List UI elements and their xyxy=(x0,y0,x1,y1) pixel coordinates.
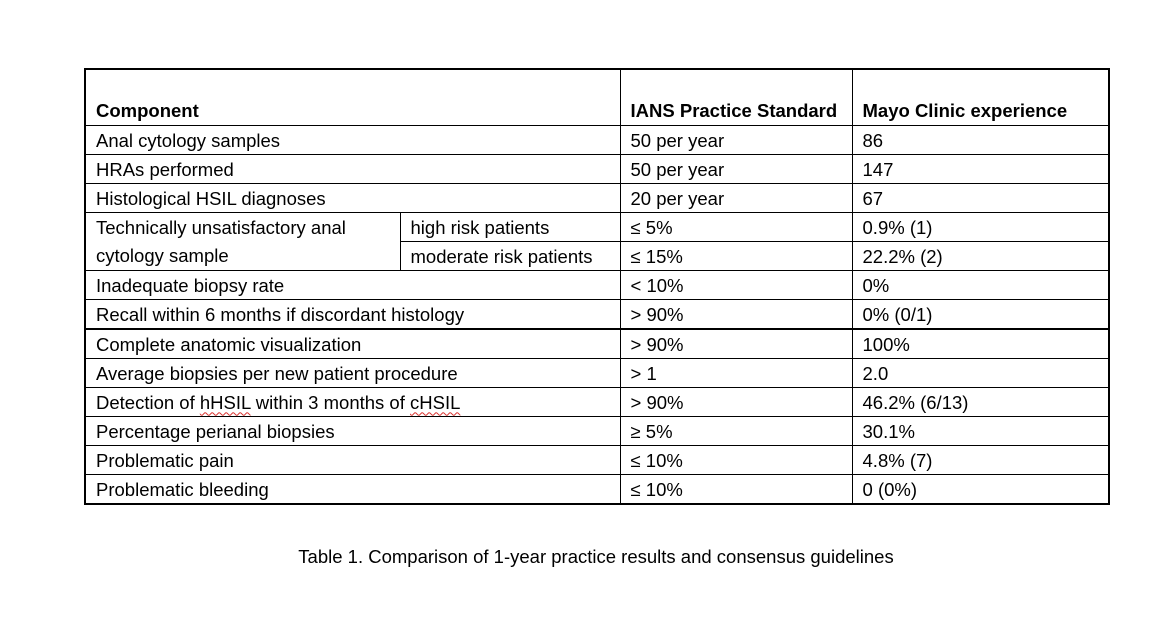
table-row xyxy=(85,388,1109,417)
cell-mayo: 0% xyxy=(852,271,1109,300)
cell-mayo: 0.9% (1) xyxy=(852,213,1109,242)
cell-component: Complete anatomic visualization xyxy=(85,329,620,359)
cell-standard: 20 per year xyxy=(620,184,852,213)
cell-component: HRAs performed xyxy=(85,155,620,184)
cell-standard: ≤ 10% xyxy=(620,446,852,475)
cell-mayo: 22.2% (2) xyxy=(852,242,1109,271)
table-caption: Table 1. Comparison of 1-year practice results and consensus guidelines xyxy=(298,546,894,567)
cell-mayo: 0% (0/1) xyxy=(852,300,1109,330)
cell-mayo: 46.2% (6/13) xyxy=(852,388,1109,417)
cell-component: Inadequate biopsy rate xyxy=(85,271,620,300)
table-row xyxy=(85,271,1109,300)
table-row xyxy=(85,417,1109,446)
spellcheck-flagged-word: hHSIL xyxy=(199,391,251,413)
table-row xyxy=(85,329,1109,359)
cell-component xyxy=(85,388,620,417)
cell-standard: > 90% xyxy=(620,329,852,359)
cell-component: Problematic bleeding xyxy=(85,475,620,505)
component-text: Detection of xyxy=(96,391,200,413)
table-row xyxy=(85,213,1109,242)
cell-component: Percentage perianal biopsies xyxy=(85,417,620,446)
cell-standard: ≥ 5% xyxy=(620,417,852,446)
cell-standard: 50 per year xyxy=(620,155,852,184)
cell-subcomponent: high risk patients xyxy=(400,213,620,242)
cell-standard: ≤ 5% xyxy=(620,213,852,242)
cell-component: Technically unsatisfactory anal cytology sample xyxy=(85,213,400,271)
table-row xyxy=(85,155,1109,184)
header-ians-standard: IANS Practice Standard xyxy=(620,69,852,126)
cell-standard: 50 per year xyxy=(620,126,852,155)
cell-mayo: 0 (0%) xyxy=(852,475,1109,505)
table-row xyxy=(85,359,1109,388)
table-row xyxy=(85,184,1109,213)
table-row xyxy=(85,126,1109,155)
cell-component: Anal cytology samples xyxy=(85,126,620,155)
cell-component: Histological HSIL diagnoses xyxy=(85,184,620,213)
header-mayo-experience: Mayo Clinic experience xyxy=(852,69,1109,126)
header-component: Component xyxy=(85,69,620,126)
cell-standard: ≤ 10% xyxy=(620,475,852,505)
comparison-table xyxy=(84,68,1110,505)
table-row xyxy=(85,446,1109,475)
cell-mayo: 67 xyxy=(852,184,1109,213)
spellcheck-flagged-word: cHSIL xyxy=(410,391,461,413)
cell-standard: > 90% xyxy=(620,300,852,330)
cell-mayo: 4.8% (7) xyxy=(852,446,1109,475)
table-row xyxy=(85,300,1109,330)
cell-mayo: 2.0 xyxy=(852,359,1109,388)
component-text: within 3 months of xyxy=(250,391,410,413)
cell-component: Problematic pain xyxy=(85,446,620,475)
cell-standard: > 1 xyxy=(620,359,852,388)
cell-standard: > 90% xyxy=(620,388,852,417)
cell-mayo: 100% xyxy=(852,329,1109,359)
cell-mayo: 147 xyxy=(852,155,1109,184)
cell-mayo: 86 xyxy=(852,126,1109,155)
cell-standard: < 10% xyxy=(620,271,852,300)
cell-mayo: 30.1% xyxy=(852,417,1109,446)
cell-component: Average biopsies per new patient procedure xyxy=(85,359,620,388)
cell-subcomponent: moderate risk patients xyxy=(400,242,620,271)
cell-standard: ≤ 15% xyxy=(620,242,852,271)
cell-component: Recall within 6 months if discordant histology xyxy=(85,300,620,330)
table-row xyxy=(85,475,1109,505)
table-header-row xyxy=(85,69,1109,126)
